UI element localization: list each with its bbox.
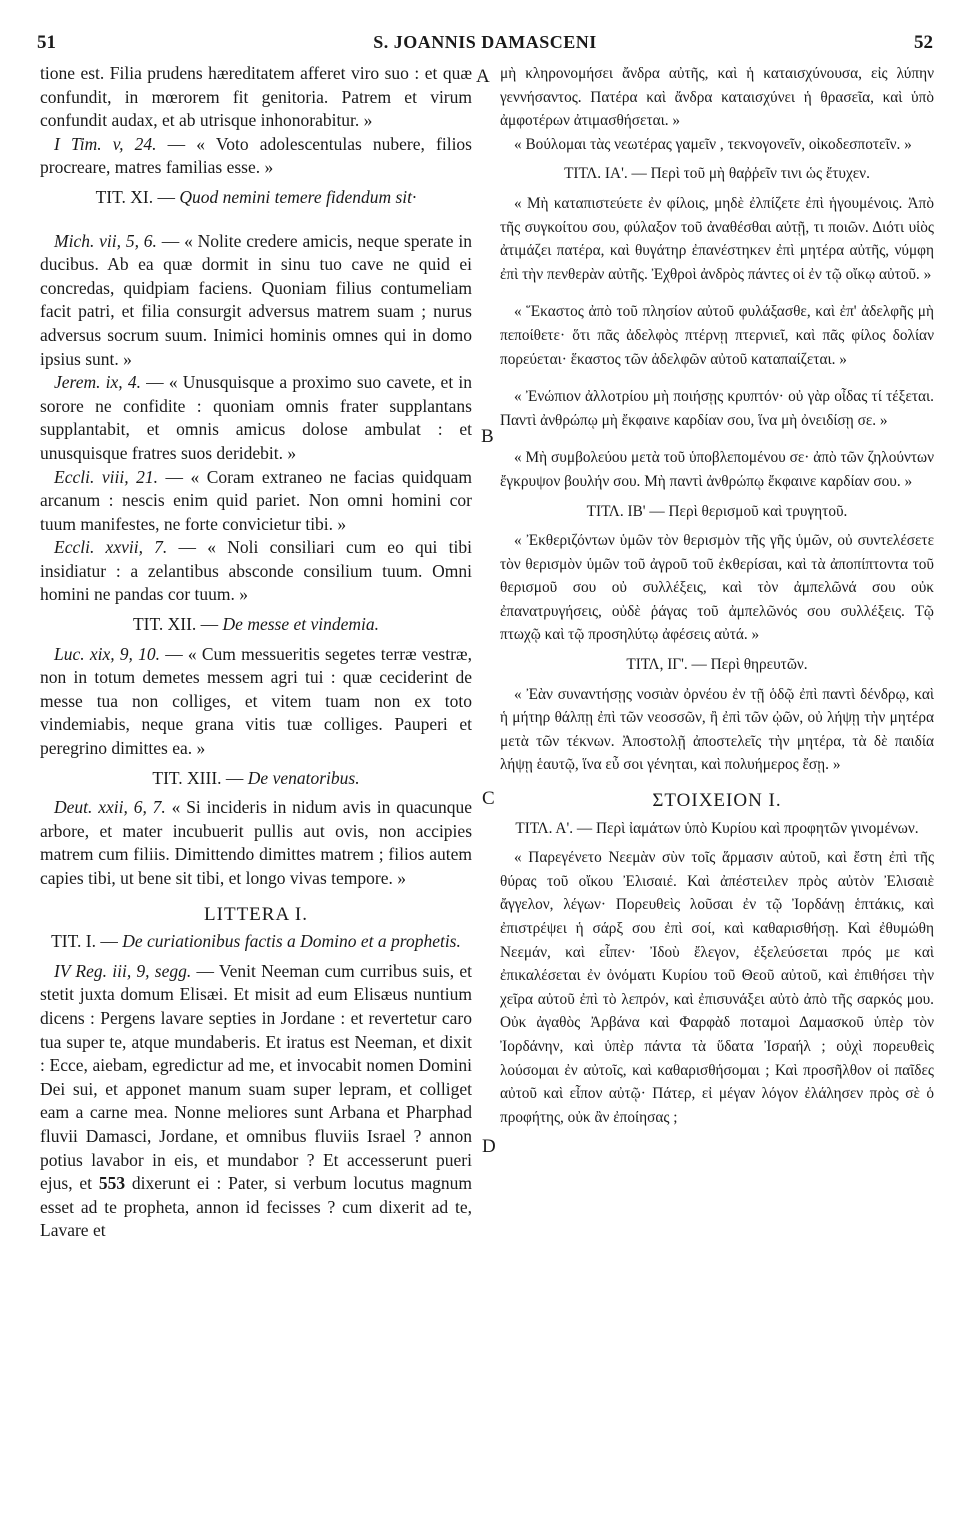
greek-paragraph: « Μὴ συμβολεύου μετὰ τοῦ ὑποβλεπομένου σε· ἀπὸ τῶν ζηλούντων ἔγκρυψον βουλήν σου. Μὴ παντὶ ἀνθρώπῳ ἔκφαινε καρδίαν σου. » (500, 449, 934, 490)
right-page-number: 52 (914, 32, 933, 53)
column-number: 553 (98, 1173, 126, 1194)
latin-paragraph: Mich. vii, 5, 6. — « Nolite credere amicis, neque sperate in ducibus. Ab ea quæ dormit in sinu tuo cave ne quid ei concredas, quidpiam faciens. Quoniam filius contumeliam facit patri, et filia consurgit adversus matrem suam ; nurus adversus socrum suum. Inimici hominis omnes qui in domo ipsius sunt. » (40, 230, 472, 369)
greek-paragraph: « Βούλομαι τὰς νεωτέρας γαμεῖν , τεκνογονεῖν, οἰκοδεσποτεῖν. » (514, 135, 912, 153)
latin-paragraph: Luc. xix, 9, 10. — « Cum messueritis segetes terræ vestræ, non in totum demetes messem agri tui : quæ ceciderint de messe tua non colliges, et vitem tuam non ex toto vindemiabis, neque grana vitis tuæ colliges. Pauperi et peregrino dimittes ea. » (40, 643, 472, 759)
section-title: ΤΙΤΛ. ΙΑ'. — Περὶ τοῦ μὴ θαῤῥεῖν τινι ὡς ἔτυχεν. (564, 165, 870, 183)
margin-letter-b: B (481, 426, 494, 447)
margin-letter-c: C (482, 788, 495, 809)
section-title: TIT. XIII. — De venatoribus. (152, 767, 360, 788)
greek-paragraph: « Ἕκαστος ἀπὸ τοῦ πλησίον αὐτοῦ φυλάξασθε, καὶ ἐπ' ἀδελφῆς μὴ πεποίθετε· ὅτι πᾶς ἀδελφὸς πτέρνῃ πτερνιεῖ, καὶ πᾶς φίλος δολίαν πορεύεται· ἕκαστος τῶν ἀδελφῶν αὐτοῦ καταπαίζεται. » (500, 303, 934, 368)
latin-paragraph: IV Reg. iii, 9, segg. — Venit Neeman cum curribus suis, et stetit juxta domum Elisæi. Et misit ad eum Elisæus nuntium dicens : Pergens lavare septies in Jordane : et revertetur caro tua super te, atque mundaberis. Et iratus est Neeman, et dixit : Ecce, aiebam, egredictur ad me, et invocabit nomen Domini Dei sui, et apponet manum suam super lepram, et colliget eam a carne mea. Nonne meliores sunt Arbana et Pharphad fluvii Damasci, Jordane, et omnibus fluviis Israel ? annon potius lavabor in eis, et mundabor ? Et accesserunt pueri ejus, et 553 dixerunt ei : Pater, si verbum locutus magnum esset ad te propheta, annon id fecisses ? cum dixerit ad te, Lavare et (40, 960, 472, 1241)
margin-letter-d: D (482, 1136, 496, 1157)
left-page-number: 51 (37, 32, 56, 53)
scripture-reference: Luc. xix, 9, 10. (54, 643, 160, 664)
latin-column (40, 62, 472, 1243)
scripture-reference: IV Reg. iii, 9, segg. (54, 960, 192, 981)
section-title: ΤΙΤΛ, ΙΓ'. — Περὶ θηρευτῶν. (626, 656, 808, 674)
section-title: ΤΙΤΛ. Α'. — Περὶ ἰαμάτων ὑπὸ Κυρίου καὶ προφητῶν γινομένων. (515, 819, 919, 837)
scripture-reference: Mich. vii, 5, 6. (54, 230, 157, 251)
scripture-reference: Eccli. viii, 21. (54, 466, 158, 487)
greek-paragraph: « Ἐκθεριζόντων ὑμῶν τὸν θερισμὸν τῆς γῆς ὑμῶν, οὐ συντελέσετε τὸν θερισμὸν ὑμῶν τοῦ ἀγροῦ τοῦ ἐκθερίσαι, καὶ τὰ ἀποπίπτοντα τοῦ θερισμοῦ σου οὐ συλλέξεις, καὶ τὸν ἀμπελῶνά σου οὐκ ἐπανατρυγήσεις, οὐδὲ ῥάγας τοῦ ἀμπελῶνός σου συλλέξεις. Τῷ πτωχῷ καὶ τῷ προσηλύτῳ ἀφέσεις αὐτά. » (500, 532, 934, 644)
scripture-reference: Jerem. ix, 4. (54, 372, 141, 393)
greek-paragraph: μὴ κληρονομήσει ἄνδρα αὐτῆς, καὶ ἡ καταισχύνουσα, εἰς λύπην γεννήσαντος. Πατέρα καὶ ἄνδρα καταισχύνει ἡ θρασεῖα, καὶ ὑπὸ ἀμφοτέρων ἀτιμασθήσεται. » (500, 65, 934, 130)
stoixeion-heading: ΣΤΟΙΧΕΙΟΝ Ι. (652, 790, 782, 812)
greek-column (500, 62, 934, 1129)
section-title: TIT. XII. — De messe et vindemia. (132, 614, 380, 635)
scripture-reference: Deut. xxii, 6, 7. (54, 797, 166, 818)
greek-paragraph: « Μὴ καταπιστεύετε ἐν φίλοις, μηδὲ ἐλπίζετε ἐπὶ ἡγουμένοις. Ἀπὸ τῆς συγκοίτου σου, φύλαξον τοῦ ἀναθέσθαι αὐτῇ, τι ποιῶν. Διότι υἱὸς ἀτιμάζει πατέρα, καὶ θυγάτηρ ἐπανέστηκεν ἐπὶ μητέρα αὐτῆς, νύμφη ἐπὶ τὴν πενθερὰν αὐτῆς. Ἐχθροὶ ἀνδρὸς πάντες οἱ ἐν τῷ οἴκῳ αὐτοῦ. » (500, 194, 934, 283)
latin-paragraph: Jerem. ix, 4. — « Unusquisque a proximo suo cavete, et in sorore ne confidite : quoniam omnis frater supplantans supplantabit, et omnis amicus dolose ambulat : et unusquisque fratres suos deridebit. » (40, 372, 472, 463)
latin-paragraph: Eccli. xxvii, 7. — « Noli consiliari cum eo qui tibi insidiatur : a zelantibus absconde consilium tuum. Omni homini ne pandas cor tuum. » (40, 537, 472, 605)
section-title: TIT. I. — De curiationibus factis a Domino et a prophetis. (51, 931, 461, 952)
littera-heading: LITTERA I. (204, 903, 308, 925)
scripture-reference: Eccli. xxvii, 7. (54, 537, 168, 558)
greek-paragraph: « Ἐὰν συναντήσῃς νοσιὰν ὀρνέου ἐν τῇ ὁδῷ ἐπὶ παντὶ δένδρῳ, καὶ ἡ μήτηρ θάλπῃ ἐπὶ τῶν νεοσσῶν, ἢ ἐπὶ τῶν ᾠῶν, οὐ λήψῃ τὴν μητέρα μετὰ τῶν τέκνων. Ἀποστολῇ ἀποστελεῖς τὴν μητέρα, τὰ δὲ παιδία λήψῃ ἑαυτῷ, ἵνα εὖ σοι γένηται, καὶ πολυήμερος ἔσῃ. » (500, 685, 934, 774)
latin-paragraph: tione est. Filia prudens hæreditatem afferet viro suo : et quæ confundit, in mœrorem fit genitoria. Patrem et virum confundit audax, et ab utrisque inhonorabitur. » (40, 63, 472, 131)
latin-paragraph: Deut. xxii, 6, 7. « Si incideris in nidum avis in quacunque arbore, et mater incubuerit pullis aut ovis, non accipies matrem cum filiis. Dimittendo dimittes matrem ; filios autem capies tibi, ut bene sit tibi, et longo vivas tempore. » (40, 797, 472, 888)
page-header (0, 32, 970, 56)
section-title: ΤΙΤΛ. ΙΒ' — Περὶ θερισμοῦ καὶ τρυγητοῦ. (586, 502, 848, 520)
margin-letter-a: A (476, 66, 490, 87)
greek-paragraph: « Ἐνώπιον ἀλλοτρίου μὴ ποιήσῃς κρυπτόν· οὐ γὰρ οἶδας τί τέξεται. Παντὶ ἀνθρώπῳ μὴ ἔκφαινε καρδίαν σου, ἵνα μὴ ὀνειδίσῃ σε. » (500, 388, 934, 429)
section-title: TIT. XI. — Quod nemini temere fidendum sit· (95, 186, 417, 207)
running-title: S. JOANNIS DAMASCENI (373, 32, 597, 52)
latin-paragraph: Eccli. viii, 21. — « Coram extraneo ne facias quidquam arcanum : nescis enim quid pariet. Non omni homini cor tuum manifestes, ne forte convicietur tibi. » (40, 466, 472, 534)
latin-paragraph: I Tim. v, 24. — « Voto adolescentulas nubere, filios procreare, matres familias esse. » (40, 133, 472, 178)
greek-paragraph: « Παρεγένετο Νεεμὰν σὺν τοῖς ἅρμασιν αὐτοῦ, καὶ ἔστη ἐπὶ τῆς θύρας τοῦ οἴκου Ἐλισαιέ. Καὶ ἀπέστειλεν πρὸς αὐτὸν Ἐλισαιὲ ἄγγελον, λέγων· Πορευθεὶς λοῦσαι ἐν τῷ Ἰορδάνῃ ἑπτάκις, καὶ ἐπιστρέψει ἡ σάρξ σου ἐπὶ σοί, καὶ καθαρισθήσῃ. Καὶ ἐθυμώθη Νεεμάν, καὶ εἶπεν· Ἰδοὺ ἔλεγον, ἐξελεύσεται πρός με καὶ ἐπικαλέσεται ἐν ὀνόματι Κυρίου τοῦ Θεοῦ αὐτοῦ, καὶ ἐπιθήσει τὴν χεῖρα αὐτοῦ ἐπὶ τὸ λεπρόν, καὶ ἐπισυνάξει αὐτὸ ἀπὸ τῆς σαρκός μου. Οὐκ ἀγαθὸς Ἀρβάνα καὶ Φαρφὰδ ποταμοὶ Δαμασκοῦ ὑπὲρ τὸν Ἰορδάνην, καὶ ὑπὲρ πάντα τὰ ὕδατα Ἰσραήλ ; οὐχὶ πορευθεὶς λούσομαι ἐν αὐτοῖς, καὶ καθαρισθήσομαι ; Καὶ προσῆλθον οἱ παῖδες αὐτοῦ καὶ εἶπον αὐτῷ· Πάτερ, εἰ μέγαν λόγον ἐλάλησεν πρὸς σὲ ὁ προφήτης, οὐκ ἂν ἐποίησας ; (500, 849, 934, 1126)
scripture-reference: I Tim. v, 24. (54, 133, 157, 154)
